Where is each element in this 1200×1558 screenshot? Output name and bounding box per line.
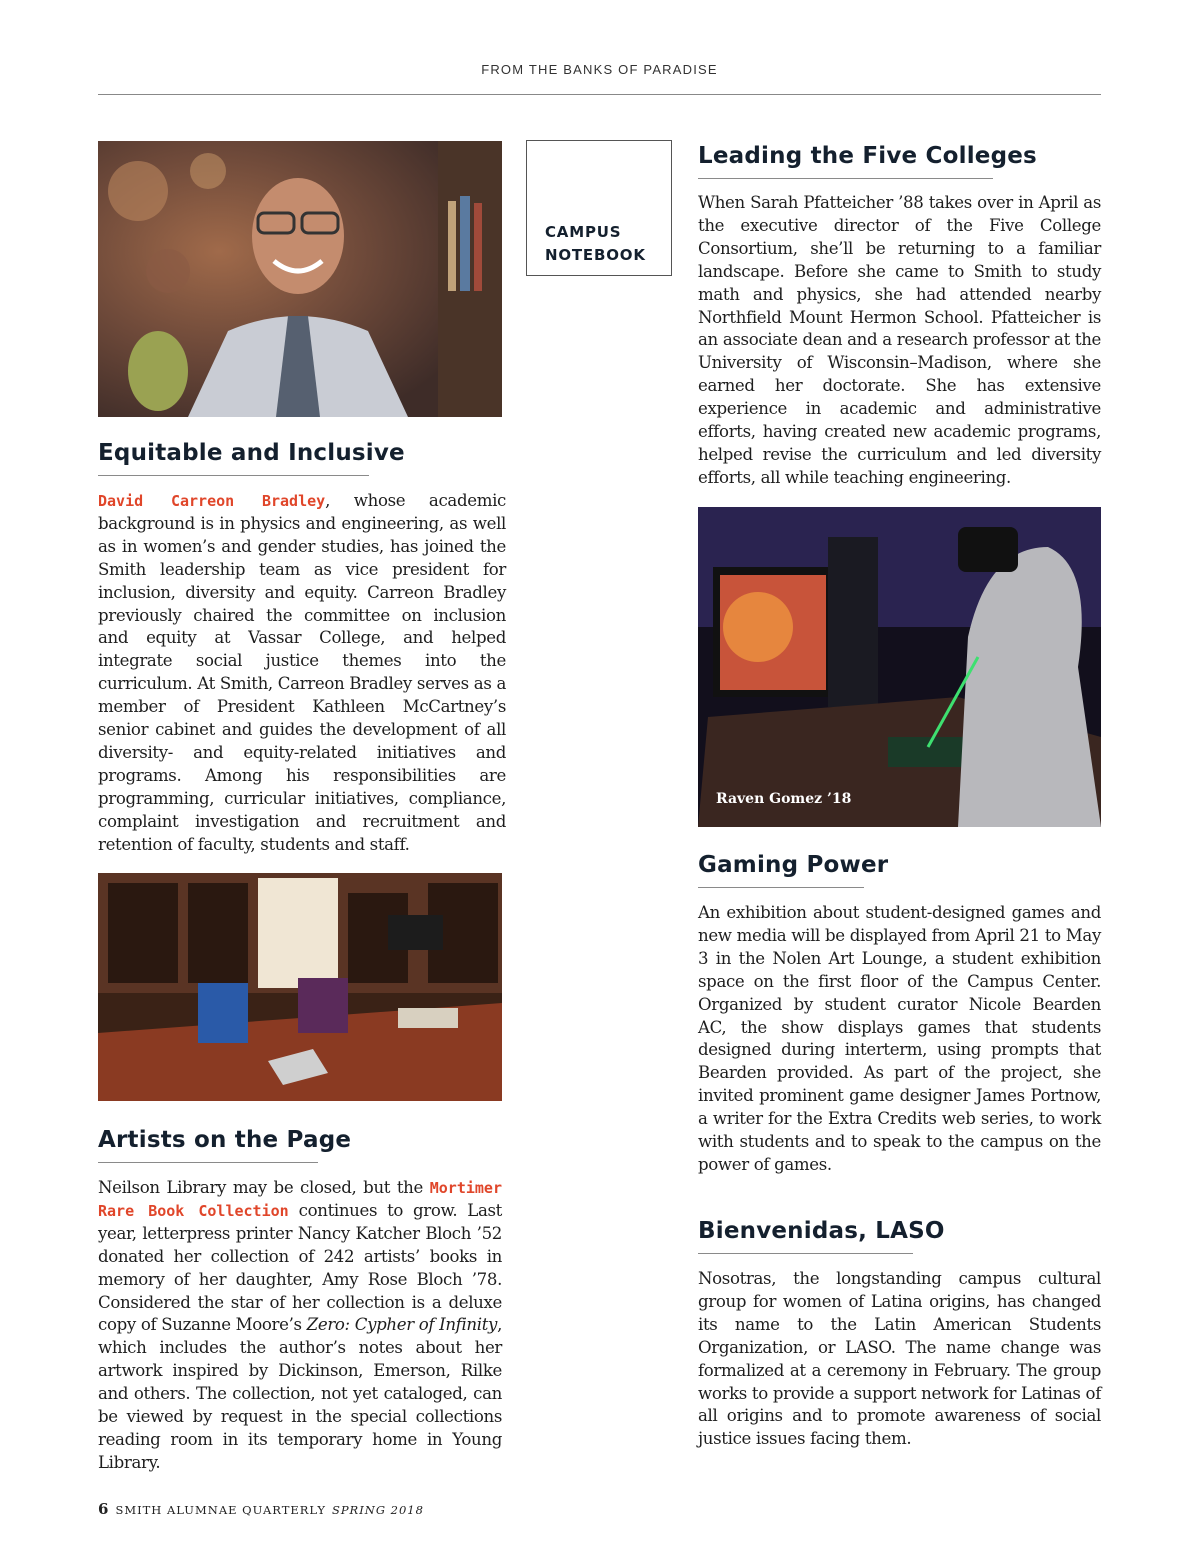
vr-photo-caption: Raven Gomez ’18 [716,791,852,807]
equitable-lead-name: David Carreon Bradley [98,492,326,510]
gaming-heading: Gaming Power [698,852,889,878]
page-number: 6 [98,1500,110,1518]
page-footer [98,1500,424,1518]
laso-body: Nosotras, the longstanding campus cultural group for women of Latina origins, has changed its name to the Latin American Students Organization, or LASO. The name change was formalized at a ceremony in February. The group works to provide a support network for Latinas of all origins and to promote awareness of social justice issues facing them. [698,1269,1101,1449]
campus-notebook-line2: NOTEBOOK [545,246,646,264]
equitable-heading-rule [98,475,369,476]
equitable-heading: Equitable and Inclusive [98,440,405,466]
equitable-body-text: , whose academic background is in physics and engineering, as well as in women’s and gender studies, has joined the Smith leadership team as vice president for inclusion, diversity and equity. Carreon Bradley previously chaired the committee on inclusion and equity at Vassar College, and helped integrate social justice themes into the curriculum. At Smith, Carreon Bradley serves as a member of President Kathleen McCartney’s senior cabinet and guides the development of all diversity- and equity-related initiatives and programs. Among his responsibilities are programming, curricular initiatives, compliance, complaint investigation and recruitment and retention of faculty, students and staff. [98,491,506,854]
header-divider [98,94,1101,95]
laso-heading: Bienvenidas, LASO [698,1218,945,1244]
artists-body [98,1177,502,1475]
portrait-photo [98,141,502,417]
equitable-body [98,490,506,857]
issue-date: SPRING 2018 [331,1503,424,1517]
campus-notebook-label [545,221,646,267]
publication-name: SMITH ALUMNAE QUARTERLY [115,1503,326,1517]
artists-body-intro: Neilson Library may be closed, but the [98,1178,430,1197]
artists-book-title: Zero: Cypher of Infinity [306,1315,498,1335]
five-colleges-heading-rule [698,178,993,179]
artists-body-end: , which includes the author’s notes about her artwork inspired by Dickinson, Emerson, Rilke and others. The collection, not yet cataloged, can be viewed by request in the special collections reading room in its temporary home in Young Library. [98,1315,503,1472]
gaming-body: An exhibition about student-designed games and new media will be displayed from April 21 to May 3 in the Nolen Art Lounge, a student exhibition space on the first floor of the Campus Center. Organized by student curator Nicole Bearden AC, the show displays games that students designed during interterm, using prompts that Bearden provided. As part of the project, she invited prominent game designer James Portnow, a writer for the Extra Credits web series, to work with students and to speak to the campus on the power of games. [698,903,1101,1174]
gaming-heading-rule [698,887,864,888]
library-photo [98,873,502,1101]
campus-notebook-line1: CAMPUS [545,223,622,241]
five-colleges-body: When Sarah Pfatteicher ’88 takes over in April as the executive director of the Five College Consortium, she’ll be returning to a familiar landscape. Before she came to Smith to study math and physics, she had attended nearby Northfield Mount Hermon School. Pfatteicher is an associate dean and a research professor at the University of Wisconsin–Madison, where she earned her doctorate. She has extensive experience in academic and administrative efforts, having created new academic programs, helped revise the curriculum and led diversity efforts, all while teaching engineering. [698,193,1101,487]
artists-heading-rule [98,1162,318,1163]
five-colleges-heading: Leading the Five Colleges [698,143,1037,169]
running-head: FROM THE BANKS OF PARADISE [481,62,718,77]
artists-heading: Artists on the Page [98,1127,352,1153]
artists-body-middle: continues to grow. Last year, letterpress printer Nancy Katcher Bloch ’52 donated her collection of 242 artists’ books in memory of her daughter, Amy Rose Bloch ’78. Considered the star of her collection is a deluxe copy of Suzanne Moore’s [98,1200,502,1335]
vr-gaming-photo [698,507,1101,827]
campus-notebook-box [526,140,672,276]
artists-lead-collection: Mortimer Rare Book Collection [98,1179,502,1220]
laso-heading-rule [698,1253,913,1254]
